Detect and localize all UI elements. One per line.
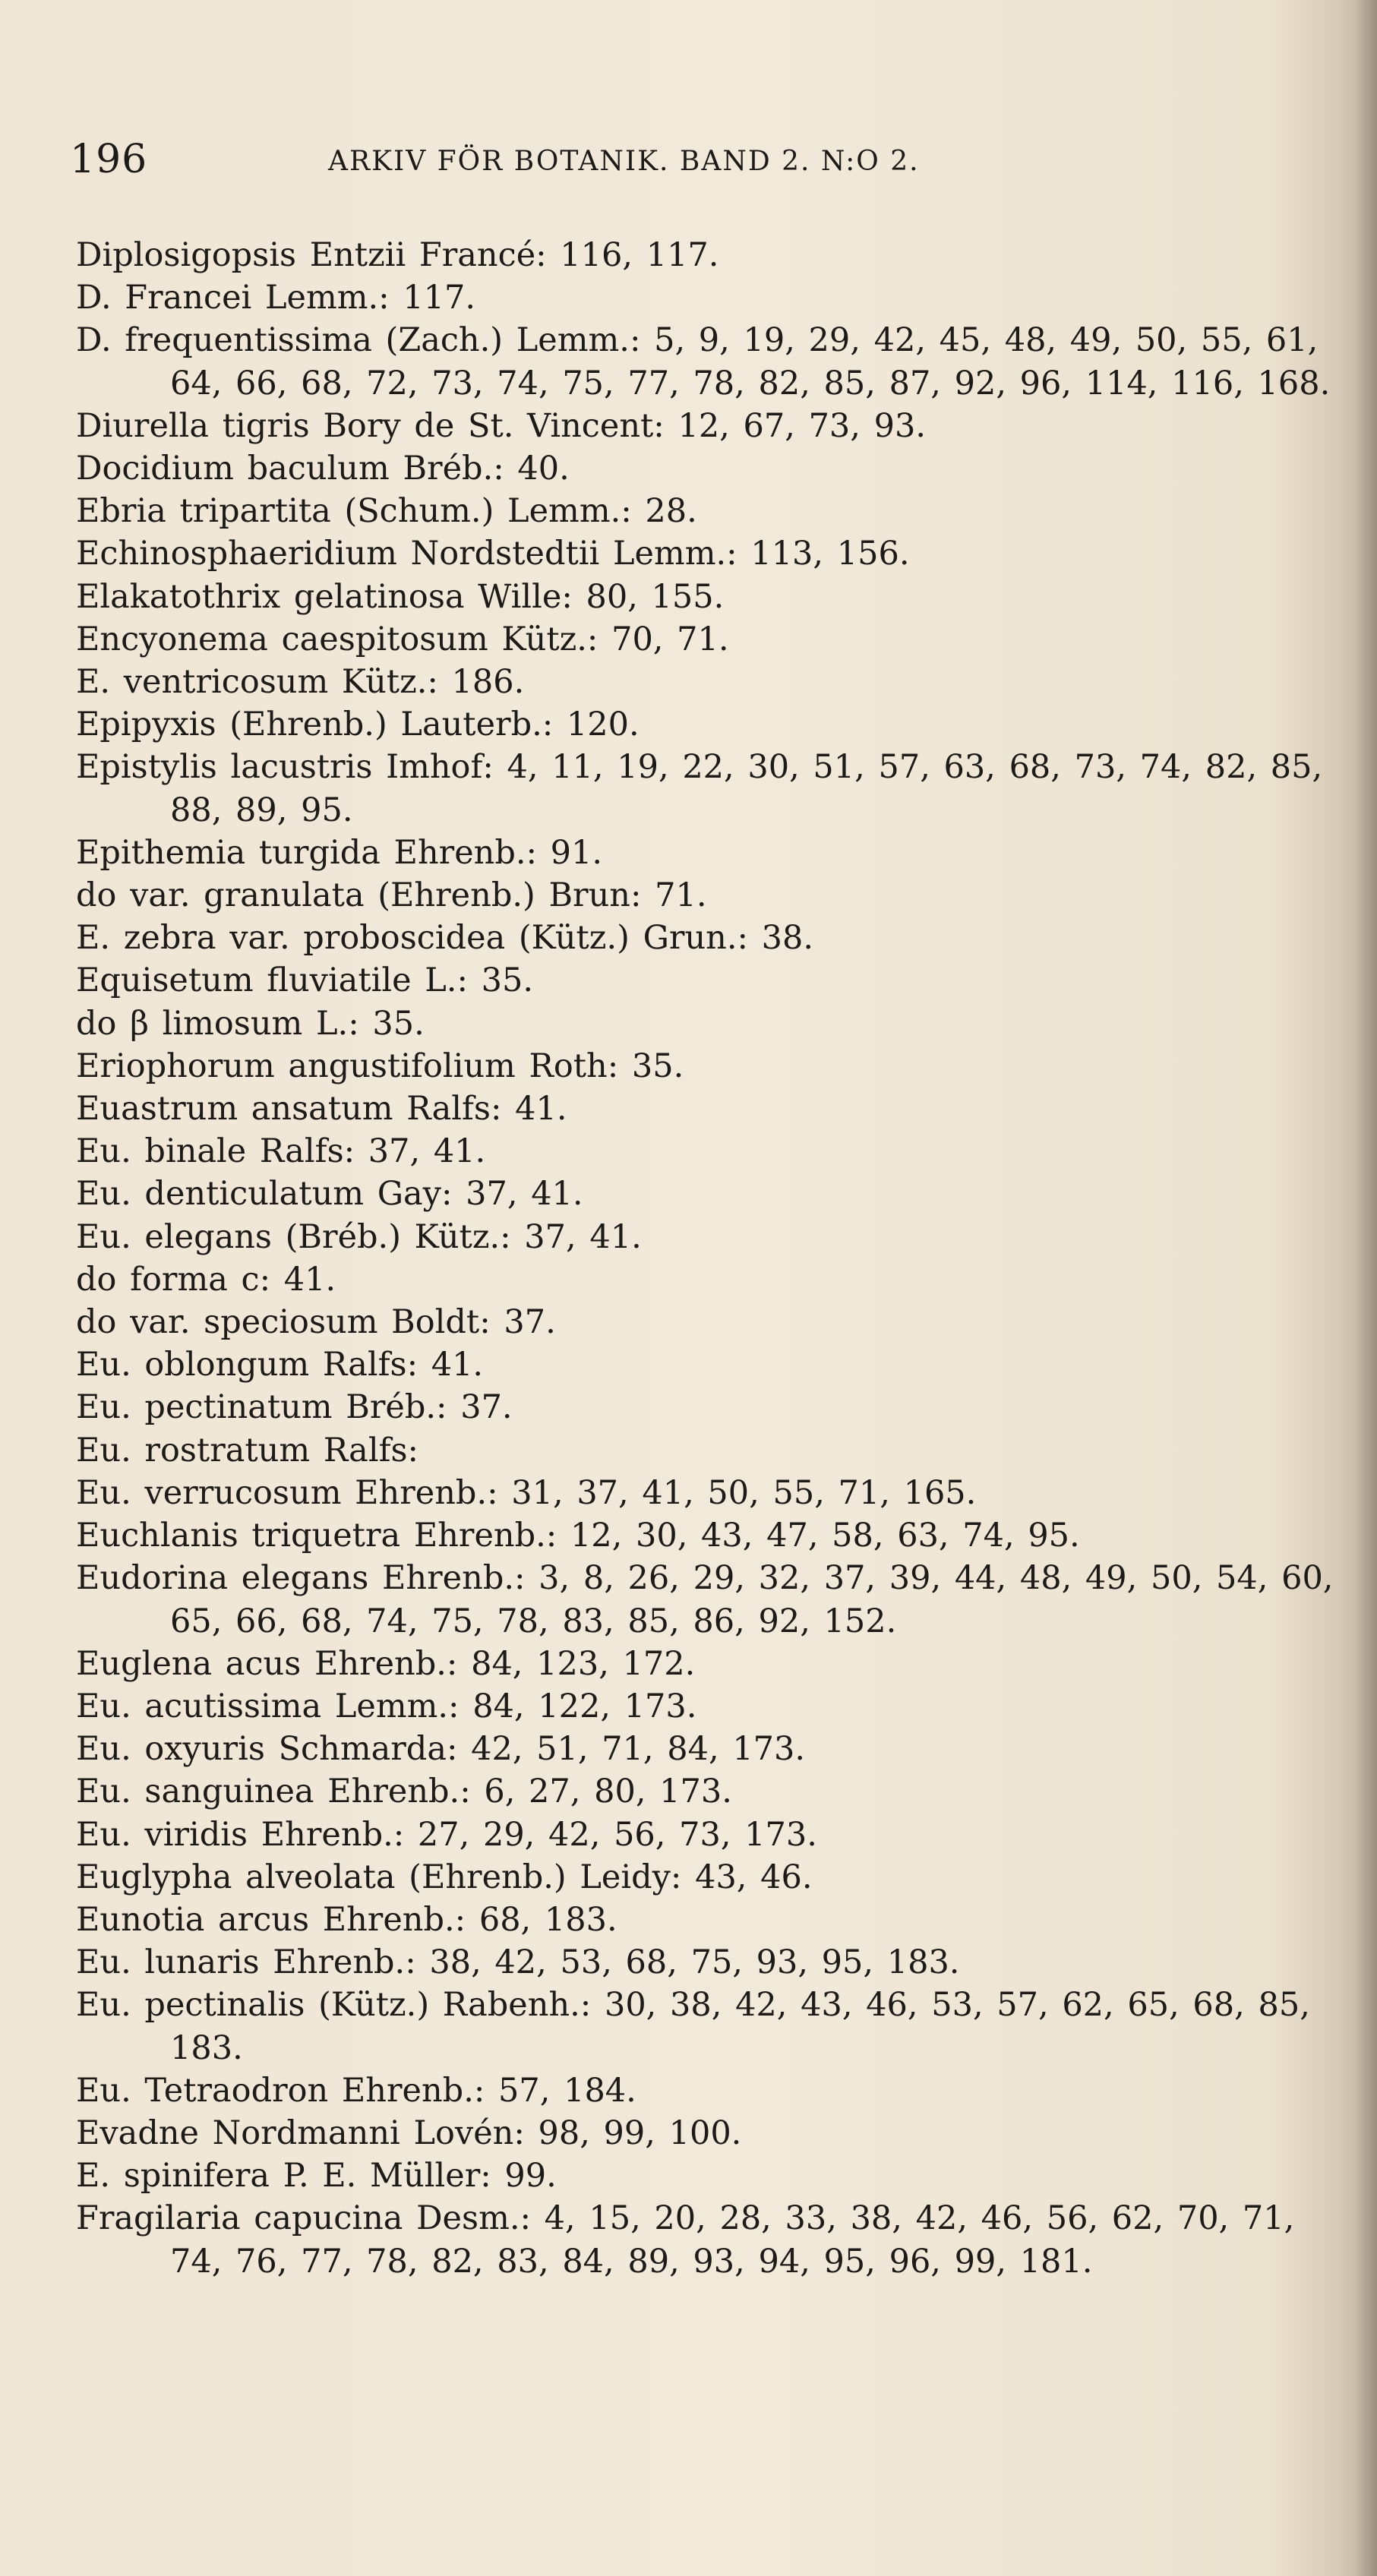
index-entry: Eu. binale Ralfs: 37, 41. — [76, 1132, 486, 1171]
index-entry: Echinosphaeridium Nordstedtii Lemm.: 113, 156. — [76, 535, 910, 573]
running-title: ARKIV FÖR BOTANIK. BAND 2. N:O 2. — [328, 146, 920, 177]
index-entry: Eu. viridis Ehrenb.: 27, 29, 42, 56, 73, 173. — [76, 1815, 817, 1854]
index-entry: Docidium baculum Bréb.: 40. — [76, 450, 570, 488]
index-entry: Encyonema caespitosum Kütz.: 70, 71. — [76, 620, 729, 658]
page-header — [70, 137, 1285, 197]
index-entry: Eu. rostratum Ralfs: — [76, 1431, 419, 1470]
index-entry: Epistylis lacustris Imhof: 4, 11, 19, 22, 30, 51, 57, 63, 68, 73, 74, 82, 85, 88, 89, 95. — [76, 748, 1323, 829]
index-entry: Eu. sanguinea Ehrenb.: 6, 27, 80, 173. — [76, 1773, 732, 1811]
index-entry: Euglypha alveolata (Ehrenb.) Leidy: 43, 46. — [76, 1858, 813, 1896]
index-entry: Equisetum fluviatile L.: 35. — [76, 961, 534, 1000]
index-entry: Eu. acutissima Lemm.: 84, 122, 173. — [76, 1687, 697, 1725]
index-entry: Eunotia arcus Ehrenb.: 68, 183. — [76, 1900, 617, 1939]
index-entry: E. ventricosum Kütz.: 186. — [76, 663, 525, 702]
index-entry: do var. granulata (Ehrenb.) Brun: 71. — [76, 876, 707, 915]
index-entry: Epipyxis (Ehrenb.) Lauterb.: 120. — [76, 706, 640, 744]
page-number: 196 — [70, 137, 148, 182]
index-entry: Eu. lunaris Ehrenb.: 38, 42, 53, 68, 75, 93, 95, 183. — [76, 1943, 960, 1982]
index-entry: Euglena acus Ehrenb.: 84, 123, 172. — [76, 1644, 696, 1683]
index-entry: Ebria tripartita (Schum.) Lemm.: 28. — [76, 492, 697, 531]
index-entry: do var. speciosum Boldt: 37. — [76, 1303, 556, 1342]
index-entry: Fragilaria capucina Desm.: 4, 15, 20, 28, 33, 38, 42, 46, 56, 62, 70, 71, 74, 76, 77, 78, 82, 83, 84, 89, 93, 94, 95, 96, 99, 181. — [76, 2199, 1295, 2281]
index-entry: Diurella tigris Bory de St. Vincent: 12, 67, 73, 93. — [76, 406, 926, 445]
index-entry: Elakatothrix gelatinosa Wille: 80, 155. — [76, 577, 725, 616]
index-entry: Epithemia turgida Ehrenb.: 91. — [76, 833, 603, 872]
index-entry: Euchlanis triquetra Ehrenb.: 12, 30, 43, 47, 58, 63, 74, 95. — [76, 1517, 1080, 1555]
index-entry: Eu. oblongum Ralfs: 41. — [76, 1346, 484, 1384]
index-entry: D. Francei Lemm.: 117. — [76, 279, 476, 317]
index-entry: Eu. verrucosum Ehrenb.: 31, 37, 41, 50, 55, 71, 165. — [76, 1473, 977, 1512]
index-entry: Eu. pectinatum Bréb.: 37. — [76, 1388, 513, 1427]
index-entry: do forma c: 41. — [76, 1260, 336, 1299]
index-entry: Eudorina elegans Ehrenb.: 3, 8, 26, 29, 32, 37, 39, 44, 48, 49, 50, 54, 60, 65, 66, 68, 74, 75, 78, 83, 85, 86, 92, 152. — [76, 1559, 1334, 1640]
index-entry: Eu. Tetraodron Ehrenb.: 57, 184. — [76, 2071, 636, 2110]
index-entry: Eu. oxyuris Schmarda: 42, 51, 71, 84, 173. — [76, 1730, 806, 1769]
index-entry: Euastrum ansatum Ralfs: 41. — [76, 1090, 567, 1129]
index-entry: Diplosigopsis Entzii Francé: 116, 117. — [76, 236, 719, 274]
index-entry: do β limosum L.: 35. — [76, 1004, 425, 1043]
index-entry: Eu. elegans (Bréb.) Kütz.: 37, 41. — [76, 1217, 642, 1256]
index-entry: E. spinifera P. E. Müller: 99. — [76, 2157, 557, 2196]
page-edge-shadow — [1356, 0, 1377, 2576]
index-entry: E. zebra var. proboscidea (Kütz.) Grun.: 38. — [76, 919, 814, 958]
index-entry: Eriophorum angustifolium Roth: 35. — [76, 1046, 684, 1085]
index-entry: Eu. denticulatum Gay: 37, 41. — [76, 1175, 583, 1214]
species-index — [76, 234, 1337, 2283]
index-entry: Evadne Nordmanni Lovén: 98, 99, 100. — [76, 2114, 742, 2152]
index-entry: Eu. pectinalis (Kütz.) Rabenh.: 30, 38, 42, 43, 46, 53, 57, 62, 65, 68, 85, 183. — [76, 1986, 1310, 2067]
index-entry: D. frequentissima (Zach.) Lemm.: 5, 9, 19, 29, 42, 45, 48, 49, 50, 55, 61, 64, 66, 68, 72, 73, 74, 75, 77, 78, 82, 85, 87, 92, 96, 114, 116, 168. — [76, 321, 1331, 402]
